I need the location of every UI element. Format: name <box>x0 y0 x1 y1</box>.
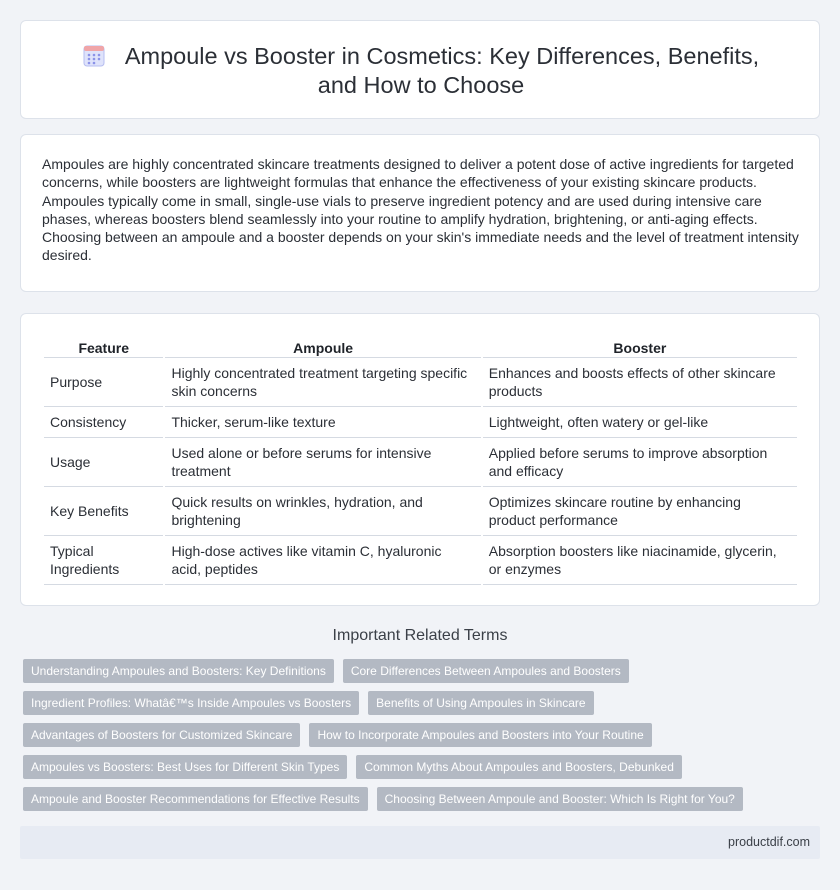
table-row <box>44 358 797 407</box>
related-term-tag[interactable]: Ampoules vs Boosters: Best Uses for Different Skin Types <box>23 755 347 779</box>
related-terms-heading: Important Related Terms <box>332 627 508 644</box>
related-term-tag[interactable]: Ingredient Profiles: Whatâ€™s Inside Ampoules vs Boosters <box>23 691 359 715</box>
related-term-tag[interactable]: Common Myths About Ampoules and Boosters, Debunked <box>356 755 682 779</box>
table-row <box>44 487 797 536</box>
feature-cell: Consistency <box>44 407 163 438</box>
intro-card <box>20 134 820 292</box>
page-title <box>61 42 781 100</box>
booster-cell: Absorption boosters like niacinamide, glycerin, or enzymes <box>483 536 797 585</box>
table-header-row <box>44 334 797 358</box>
feature-cell: Purpose <box>44 358 163 407</box>
comparison-table <box>42 334 799 585</box>
related-term-tag[interactable]: Choosing Between Ampoule and Booster: Which Is Right for You? <box>377 787 743 811</box>
related-term-tag[interactable]: How to Incorporate Ampoules and Boosters into Your Routine <box>309 723 651 747</box>
booster-cell: Lightweight, often watery or gel-like <box>483 407 797 438</box>
ampoule-cell: Highly concentrated treatment targeting specific skin concerns <box>165 358 480 407</box>
intro-paragraph: Ampoules are highly concentrated skincare treatments designed to deliver a potent dose of active ingredients for targeted concerns, while boosters are lightweight formulas that enhance the effectiveness of your existing skincare products. Ampoules typically come in small, single-use vials to preserve ingredient potency and are used during intensive care phases, whereas boosters blend seamlessly into your routine to amplify hydration, brightening, or anti-aging effects. Choosing between an ampoule and a booster depends on your skin's immediate needs and the level of treatment intensity desired. <box>42 156 799 264</box>
related-term-tag[interactable]: Core Differences Between Ampoules and Boosters <box>343 659 629 683</box>
ampoule-cell: High-dose actives like vitamin C, hyaluronic acid, peptides <box>165 536 480 585</box>
feature-cell: Key Benefits <box>44 487 163 536</box>
related-term-tag[interactable]: Advantages of Boosters for Customized Skincare <box>23 723 300 747</box>
table-row <box>44 438 797 487</box>
booster-cell: Enhances and boosts effects of other skincare products <box>483 358 797 407</box>
related-term-tag[interactable]: Understanding Ampoules and Boosters: Key Definitions <box>23 659 334 683</box>
feature-cell: Typical Ingredients <box>44 536 163 585</box>
table-row <box>44 407 797 438</box>
ampoule-cell: Used alone or before serums for intensive treatment <box>165 438 480 487</box>
footer-bar <box>20 826 820 859</box>
page-title-text: Ampoule vs Booster in Cosmetics: Key Differences, Benefits, and How to Choose <box>124 42 760 98</box>
related-terms-list <box>23 659 823 819</box>
header-booster: Booster <box>483 334 797 358</box>
footer-site-link[interactable]: productdif.com <box>728 835 810 849</box>
feature-cell: Usage <box>44 438 163 487</box>
related-term-tag[interactable]: Benefits of Using Ampoules in Skincare <box>368 691 593 715</box>
header-ampoule: Ampoule <box>165 334 480 358</box>
related-term-tag[interactable]: Ampoule and Booster Recommendations for Effective Results <box>23 787 368 811</box>
booster-cell: Applied before serums to improve absorption and efficacy <box>483 438 797 487</box>
comparison-table-card <box>20 313 820 606</box>
header-card <box>20 20 820 119</box>
ampoule-cell: Thicker, serum-like texture <box>165 407 480 438</box>
ampoule-cell: Quick results on wrinkles, hydration, and brightening <box>165 487 480 536</box>
document-calendar-icon <box>83 43 105 67</box>
booster-cell: Optimizes skincare routine by enhancing product performance <box>483 487 797 536</box>
header-feature: Feature <box>44 334 163 358</box>
table-row <box>44 536 797 585</box>
